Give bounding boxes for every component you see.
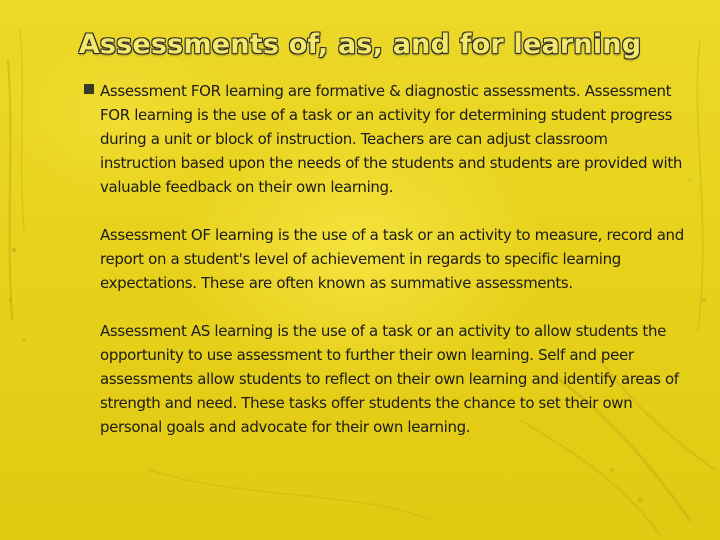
term-for-learning: Assessment FOR learning [100,82,284,100]
slide-title: Assessments of, as, and for learning [78,29,642,60]
term-of-learning: Assessment OF learning [100,226,274,244]
square-bullet-icon [84,84,94,94]
term-as-learning: Assessment AS learning [100,322,273,340]
paragraph-for-learning [100,79,685,199]
text-of-learning: is the use of a task or an activity to measure, record and report on a student's level of achievement in regards to specific learning expectations. These are often known as summative assessments. [100,226,684,292]
paragraph-as-learning [100,319,685,439]
paragraph-of-learning [100,223,685,295]
slide-body [100,79,685,439]
text-for-learning: are formative & diagnostic assessments. Assessment FOR learning is the use of a task or an activity for determining student progress during a unit or block of instruction. Teachers are can adjust classroom instruction based upon the needs of the students and students are provided with valuable feedback on their own learning. [100,82,683,196]
text-as-learning: is the use of a task or an activity to allow students the opportunity to use assessment to further their own learning. Self and peer assessments allow students to reflect on their own learning and identify areas of strength and need. These tasks offer students the chance to set their own personal goals and advocate for their own learning. [100,322,679,436]
